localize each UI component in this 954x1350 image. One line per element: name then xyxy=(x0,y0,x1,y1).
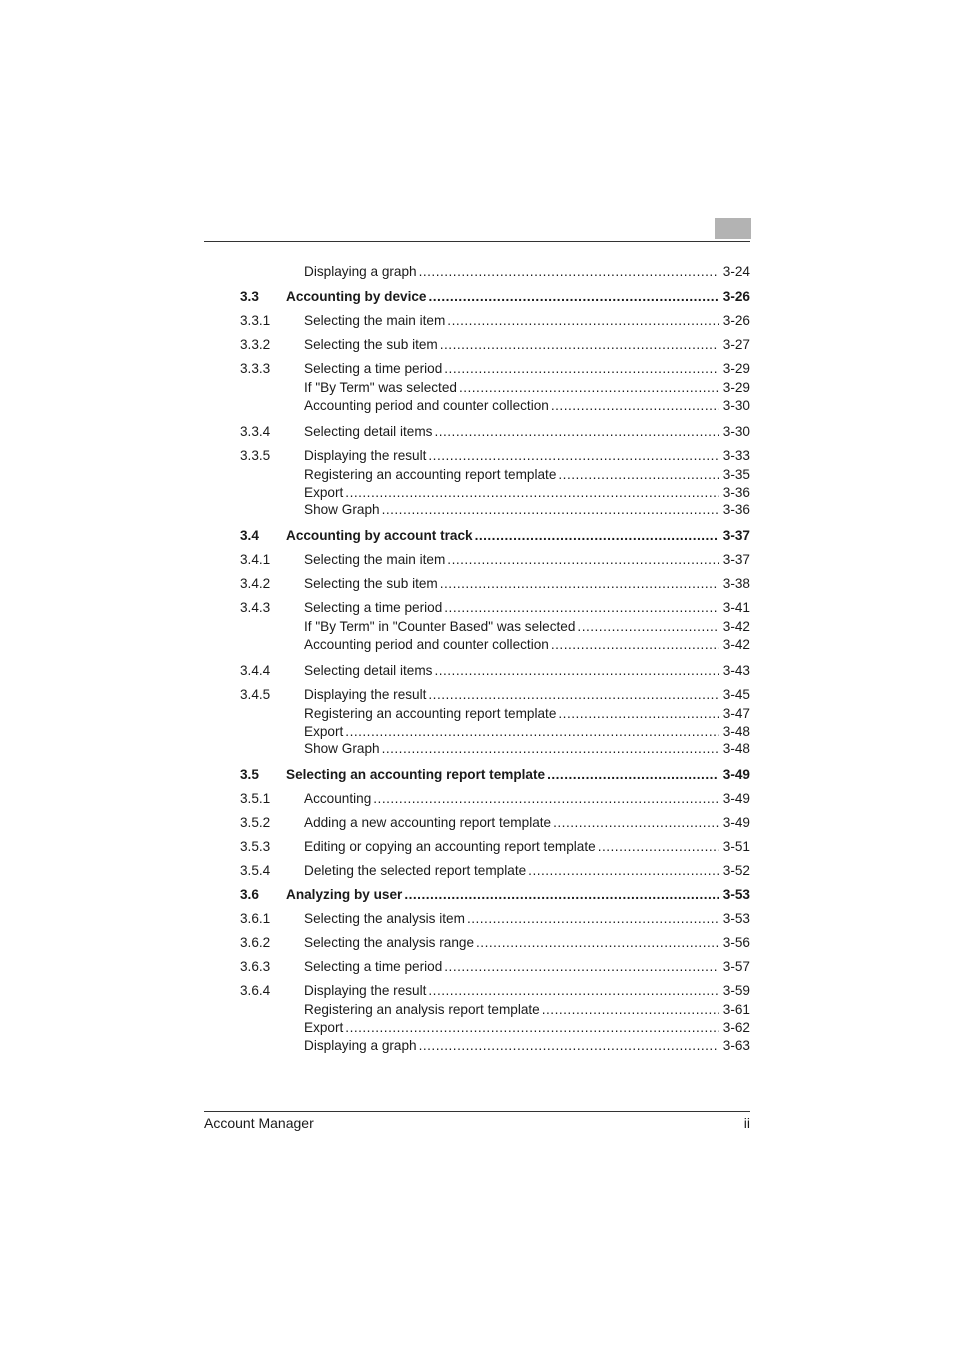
toc-entry[interactable] xyxy=(240,933,750,953)
toc-entry[interactable] xyxy=(240,861,750,881)
toc-entry-page: 3-45 xyxy=(722,687,750,702)
dot-leader xyxy=(551,635,719,655)
dot-leader xyxy=(345,1018,718,1038)
dot-leader xyxy=(404,885,718,905)
toc-entry-title: Registering an accounting report template xyxy=(304,706,557,721)
toc-entry-title: Accounting xyxy=(304,791,372,806)
dot-leader xyxy=(419,1036,719,1056)
toc-entry-title: Export xyxy=(304,1020,344,1035)
toc-entry[interactable] xyxy=(240,739,750,759)
toc-entry-title: Adding a new accounting report template xyxy=(304,815,552,830)
toc-entry-title: Deleting the selected report template xyxy=(304,863,527,878)
toc-entry-title: Displaying the result xyxy=(304,687,427,702)
toc-entry[interactable] xyxy=(240,550,750,570)
toc-entry-number: 3.4.5 xyxy=(240,687,271,702)
toc-entry[interactable] xyxy=(240,909,750,929)
toc-entry[interactable] xyxy=(240,335,750,355)
dot-leader xyxy=(447,311,718,331)
toc-entry-number: 3.4.2 xyxy=(240,576,271,591)
dot-leader xyxy=(598,837,719,857)
toc-entry-title: Selecting the analysis item xyxy=(304,911,465,926)
toc-entry-number: 3.3.3 xyxy=(240,361,271,376)
toc-entry-title: Selecting the sub item xyxy=(304,337,438,352)
toc-entry[interactable] xyxy=(240,598,750,618)
toc-entry[interactable] xyxy=(240,311,750,331)
toc-entry[interactable] xyxy=(240,500,750,520)
toc-entry-page: 3-38 xyxy=(722,576,750,591)
toc-entry-title: Selecting detail items xyxy=(304,424,433,439)
toc-entry-page: 3-53 xyxy=(722,911,750,926)
toc-entry-title: Selecting a time period xyxy=(304,361,443,376)
toc-entry[interactable] xyxy=(240,446,750,466)
footer-rule xyxy=(204,1111,750,1112)
toc-entry[interactable] xyxy=(240,885,750,905)
toc-entry-page: 3-57 xyxy=(722,959,750,974)
dot-leader xyxy=(547,765,719,785)
toc-entry-page: 3-52 xyxy=(722,863,750,878)
toc-entry[interactable] xyxy=(240,981,750,1001)
toc-entry-number: 3.5.2 xyxy=(240,815,271,830)
toc-entry-number: 3.6.2 xyxy=(240,935,271,950)
toc-entry-page: 3-41 xyxy=(722,600,750,615)
toc-entry-title: Displaying a graph xyxy=(304,1038,417,1053)
toc-entry-number: 3.3.4 xyxy=(240,424,271,439)
toc-entry-title: Displaying the result xyxy=(304,448,427,463)
toc-entry-page: 3-36 xyxy=(722,502,750,517)
toc-entry[interactable] xyxy=(240,661,750,681)
toc-entry-number: 3.6.4 xyxy=(240,983,271,998)
toc-entry-title: Accounting period and counter collection xyxy=(304,398,549,413)
toc-entry-page: 3-29 xyxy=(722,380,750,395)
chapter-tab-marker xyxy=(715,218,751,239)
dot-leader xyxy=(428,446,718,466)
toc-entry-page: 3-59 xyxy=(722,983,750,998)
toc-entry-title: Export xyxy=(304,724,344,739)
dot-leader xyxy=(440,574,719,594)
dot-leader xyxy=(444,359,719,379)
toc-entry-title: Selecting the main item xyxy=(304,552,446,567)
toc-entry-page: 3-61 xyxy=(722,1002,750,1017)
dot-leader xyxy=(434,661,718,681)
toc-entry-number: 3.6.1 xyxy=(240,911,271,926)
dot-leader xyxy=(467,909,719,929)
toc-entry-title: Displaying the result xyxy=(304,983,427,998)
footer-page-number: ii xyxy=(743,1115,750,1131)
dot-leader xyxy=(382,739,719,759)
dot-leader xyxy=(558,704,718,724)
toc-entry[interactable] xyxy=(240,789,750,809)
toc-entry-page: 3-53 xyxy=(722,887,750,902)
toc-entry-number: 3.5.3 xyxy=(240,839,271,854)
header-rule xyxy=(204,241,750,242)
toc-entry[interactable] xyxy=(240,1036,750,1056)
dot-leader xyxy=(428,685,718,705)
toc-entry-page: 3-42 xyxy=(722,637,750,652)
toc-entry[interactable] xyxy=(240,957,750,977)
toc-entry[interactable] xyxy=(240,617,750,637)
toc-entry-page: 3-47 xyxy=(722,706,750,721)
toc-entry-page: 3-37 xyxy=(722,528,750,543)
toc-entry-title: Selecting a time period xyxy=(304,959,443,974)
toc-entry-page: 3-42 xyxy=(722,619,750,634)
toc-entry-page: 3-30 xyxy=(722,398,750,413)
toc-entry-page: 3-26 xyxy=(722,289,750,304)
toc-entry-page: 3-27 xyxy=(722,337,750,352)
toc-entry[interactable] xyxy=(240,262,750,282)
toc-entry-title: Registering an accounting report template xyxy=(304,467,557,482)
toc-entry-page: 3-36 xyxy=(722,485,750,500)
toc-entry[interactable] xyxy=(240,765,750,785)
toc-entry-page: 3-56 xyxy=(722,935,750,950)
toc-entry[interactable] xyxy=(240,287,750,307)
toc-entry[interactable] xyxy=(240,635,750,655)
dot-leader xyxy=(382,500,719,520)
toc-entry-title: Export xyxy=(304,485,344,500)
toc-entry[interactable] xyxy=(240,813,750,833)
toc-entry-page: 3-48 xyxy=(722,724,750,739)
dot-leader xyxy=(434,422,718,442)
dot-leader xyxy=(476,933,719,953)
toc-entry-number: 3.4 xyxy=(240,528,259,543)
toc-entry[interactable] xyxy=(240,359,750,379)
toc-entry-page: 3-49 xyxy=(722,815,750,830)
toc-entry[interactable] xyxy=(240,526,750,546)
toc-entry-number: 3.4.4 xyxy=(240,663,271,678)
dot-leader xyxy=(558,465,718,485)
dot-leader xyxy=(542,1000,719,1020)
dot-leader xyxy=(553,813,719,833)
dot-leader xyxy=(551,396,719,416)
toc-entry-title: Editing or copying an accounting report template xyxy=(304,839,596,854)
toc-entry[interactable] xyxy=(240,685,750,705)
dot-leader xyxy=(440,335,719,355)
toc-entry-page: 3-35 xyxy=(722,467,750,482)
dot-leader xyxy=(447,550,718,570)
toc-entry-page: 3-24 xyxy=(722,264,750,279)
dot-leader xyxy=(475,526,719,546)
toc-entry[interactable] xyxy=(240,378,750,398)
toc-entry-title: Selecting the main item xyxy=(304,313,446,328)
toc-entry-page: 3-49 xyxy=(722,791,750,806)
toc-entry[interactable] xyxy=(240,396,750,416)
toc-entry-title: Selecting the sub item xyxy=(304,576,438,591)
toc-entry[interactable] xyxy=(240,465,750,485)
toc-entry-number: 3.4.3 xyxy=(240,600,271,615)
footer-title: Account Manager xyxy=(204,1115,314,1131)
dot-leader xyxy=(459,378,719,398)
toc-entry-title: Registering an analysis report template xyxy=(304,1002,540,1017)
toc-entry-page: 3-26 xyxy=(722,313,750,328)
toc-entry[interactable] xyxy=(240,1018,750,1038)
toc-entry-title: Accounting by account track xyxy=(286,528,473,543)
toc-entry-title: Selecting an accounting report template xyxy=(286,767,546,782)
toc-entry-number: 3.3.1 xyxy=(240,313,271,328)
toc-entry-number: 3.3.5 xyxy=(240,448,271,463)
toc-entry-title: Show Graph xyxy=(304,741,380,756)
toc-entry-number: 3.5 xyxy=(240,767,259,782)
toc-entry-title: Show Graph xyxy=(304,502,380,517)
dot-leader xyxy=(444,598,719,618)
toc-entry-page: 3-49 xyxy=(722,767,750,782)
toc-entry-title: If "By Term" in "Counter Based" was selected xyxy=(304,619,576,634)
toc-entry-number: 3.5.4 xyxy=(240,863,271,878)
toc-entry-number: 3.4.1 xyxy=(240,552,271,567)
toc-entry-page: 3-29 xyxy=(722,361,750,376)
toc-entry-number: 3.5.1 xyxy=(240,791,271,806)
toc-entry-page: 3-62 xyxy=(722,1020,750,1035)
dot-leader xyxy=(373,789,719,809)
dot-leader xyxy=(444,957,719,977)
toc-entry-number: 3.3 xyxy=(240,289,259,304)
toc-entry-page: 3-63 xyxy=(722,1038,750,1053)
toc-entry-title: Accounting by device xyxy=(286,289,427,304)
toc-entry-number: 3.6 xyxy=(240,887,259,902)
toc-entry-title: Displaying a graph xyxy=(304,264,417,279)
toc-entry-title: Selecting the analysis range xyxy=(304,935,475,950)
toc-entry-title: Analyzing by user xyxy=(286,887,403,902)
toc-entry[interactable] xyxy=(240,704,750,724)
toc-entry[interactable] xyxy=(240,1000,750,1020)
toc-entry-title: If "By Term" was selected xyxy=(304,380,457,395)
dot-leader xyxy=(528,861,719,881)
toc-entry-title: Selecting detail items xyxy=(304,663,433,678)
dot-leader xyxy=(577,617,718,637)
toc-entry-number: 3.6.3 xyxy=(240,959,271,974)
toc-entry-page: 3-51 xyxy=(722,839,750,854)
dot-leader xyxy=(428,981,718,1001)
toc-entry-page: 3-37 xyxy=(722,552,750,567)
toc-entry[interactable] xyxy=(240,422,750,442)
toc-entry-page: 3-43 xyxy=(722,663,750,678)
toc-entry-title: Selecting a time period xyxy=(304,600,443,615)
dot-leader xyxy=(419,262,719,282)
toc-entry-page: 3-48 xyxy=(722,741,750,756)
toc-entry-page: 3-30 xyxy=(722,424,750,439)
toc-entry[interactable] xyxy=(240,837,750,857)
toc-entry-page: 3-33 xyxy=(722,448,750,463)
toc-entry-number: 3.3.2 xyxy=(240,337,271,352)
toc-entry[interactable] xyxy=(240,574,750,594)
dot-leader xyxy=(429,287,719,307)
toc-entry-title: Accounting period and counter collection xyxy=(304,637,549,652)
